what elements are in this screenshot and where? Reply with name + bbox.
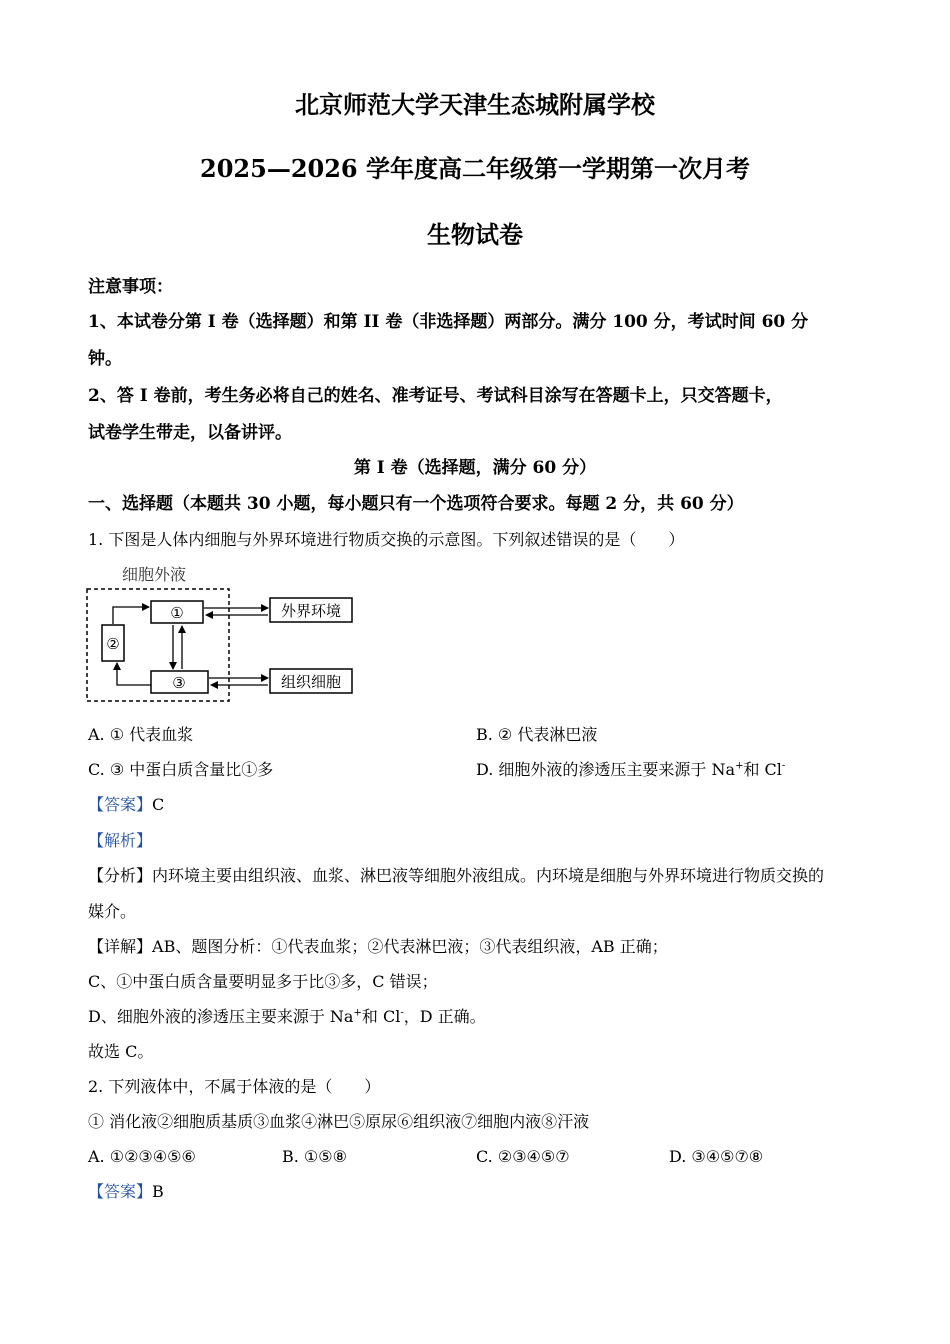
q1-option-c: C. ③ 中蛋白质含量比①多 <box>88 760 274 779</box>
node-3-label: ③ <box>172 674 186 692</box>
notice-heading: 注意事项： <box>88 277 173 297</box>
q2-option-d: D. ③④⑤⑦⑧ <box>669 1147 764 1166</box>
external-environment-label: 外界环境 <box>280 602 342 620</box>
q2-stem: 2. 下列液体中，不属于体液的是（ ） <box>88 1077 381 1096</box>
q2-option-c: C. ②③④⑤⑦ <box>476 1147 570 1166</box>
q1-stem: 1. 下图是人体内细胞与外界环境进行物质交换的示意图。下列叙述错误的是（ ） <box>88 530 685 549</box>
q1-fenxi-line2: 媒介。 <box>88 902 137 921</box>
answer-tag: 【答案】 <box>88 795 153 814</box>
q2-option-a: A. ①②③④⑤⑥ <box>88 1147 196 1166</box>
diagram-outer-label: 细胞外液 <box>122 565 187 584</box>
arrow-lymph-to-plasma <box>113 607 149 624</box>
subject-title: 生物试卷 <box>427 220 523 249</box>
q1-fenxi-line1: 【分析】内环境主要由组织液、血浆、淋巴液等细胞外液组成。内环境是细胞与外界环境进行物质交换的 <box>88 866 825 885</box>
q2-option-b: B. ①⑤⑧ <box>282 1147 347 1166</box>
q1-analysis-tag: 【解析】 <box>88 831 153 850</box>
q1-diagram <box>84 563 364 703</box>
q1-detail-ab: 【详解】AB、题图分析：①代表血浆；②代表淋巴液；③代表组织液，AB 正确； <box>88 937 668 956</box>
q1-answer <box>88 794 868 816</box>
tissue-cell-label: 组织细胞 <box>280 673 342 691</box>
answer-tag: 【答案】 <box>88 1182 153 1201</box>
notice-item1-line2: 钟。 <box>88 349 122 369</box>
exam-title: 2025—2026 学年度高二年级第一学期第一次月考 <box>200 154 750 183</box>
volume-heading: 第 I 卷（选择题，满分 60 分） <box>353 458 597 478</box>
q1-detail-d: D、细胞外液的渗透压主要来源于 Na+和 Cl-，D 正确。 <box>88 1007 486 1026</box>
answer-value: C <box>152 795 165 814</box>
q2-items: ① 消化液②细胞质基质③血浆④淋巴⑤原尿⑥组织液⑦细胞内液⑧汗液 <box>88 1112 590 1131</box>
node-1-label: ① <box>170 604 184 622</box>
notice-item1-line1: 1、本试卷分第 I 卷（选择题）和第 II 卷（非选择题）两部分。满分 100 分，考试时间 60 分 <box>88 312 809 332</box>
q1-option-b: B. ② 代表淋巴液 <box>476 725 598 744</box>
notice-item2-line1: 2、答 I 卷前，考生务必将自己的姓名、准考证号、考试科目涂写在答题卡上，只交答题卡， <box>88 386 783 406</box>
q2-answer <box>88 1181 868 1203</box>
arrow-tissue-fluid-to-lymph <box>117 663 151 685</box>
node-2-label: ② <box>106 635 120 653</box>
school-title: 北京师范大学天津生态城附属学校 <box>295 90 655 119</box>
q1-option-d: D. 细胞外液的渗透压主要来源于 Na+和 Cl- <box>476 760 786 779</box>
q1-detail-c: C、①中蛋白质含量要明显多于比③多，C 错误； <box>88 972 438 991</box>
answer-value: B <box>152 1182 164 1201</box>
q1-conclusion: 故选 C。 <box>88 1042 154 1061</box>
part-heading: 一、选择题（本题共 30 小题，每小题只有一个选项符合要求。每题 2 分，共 60 分） <box>88 494 744 514</box>
notice-item2-line2: 试卷学生带走，以备讲评。 <box>88 423 292 443</box>
q1-option-a: A. ① 代表血浆 <box>88 725 194 744</box>
